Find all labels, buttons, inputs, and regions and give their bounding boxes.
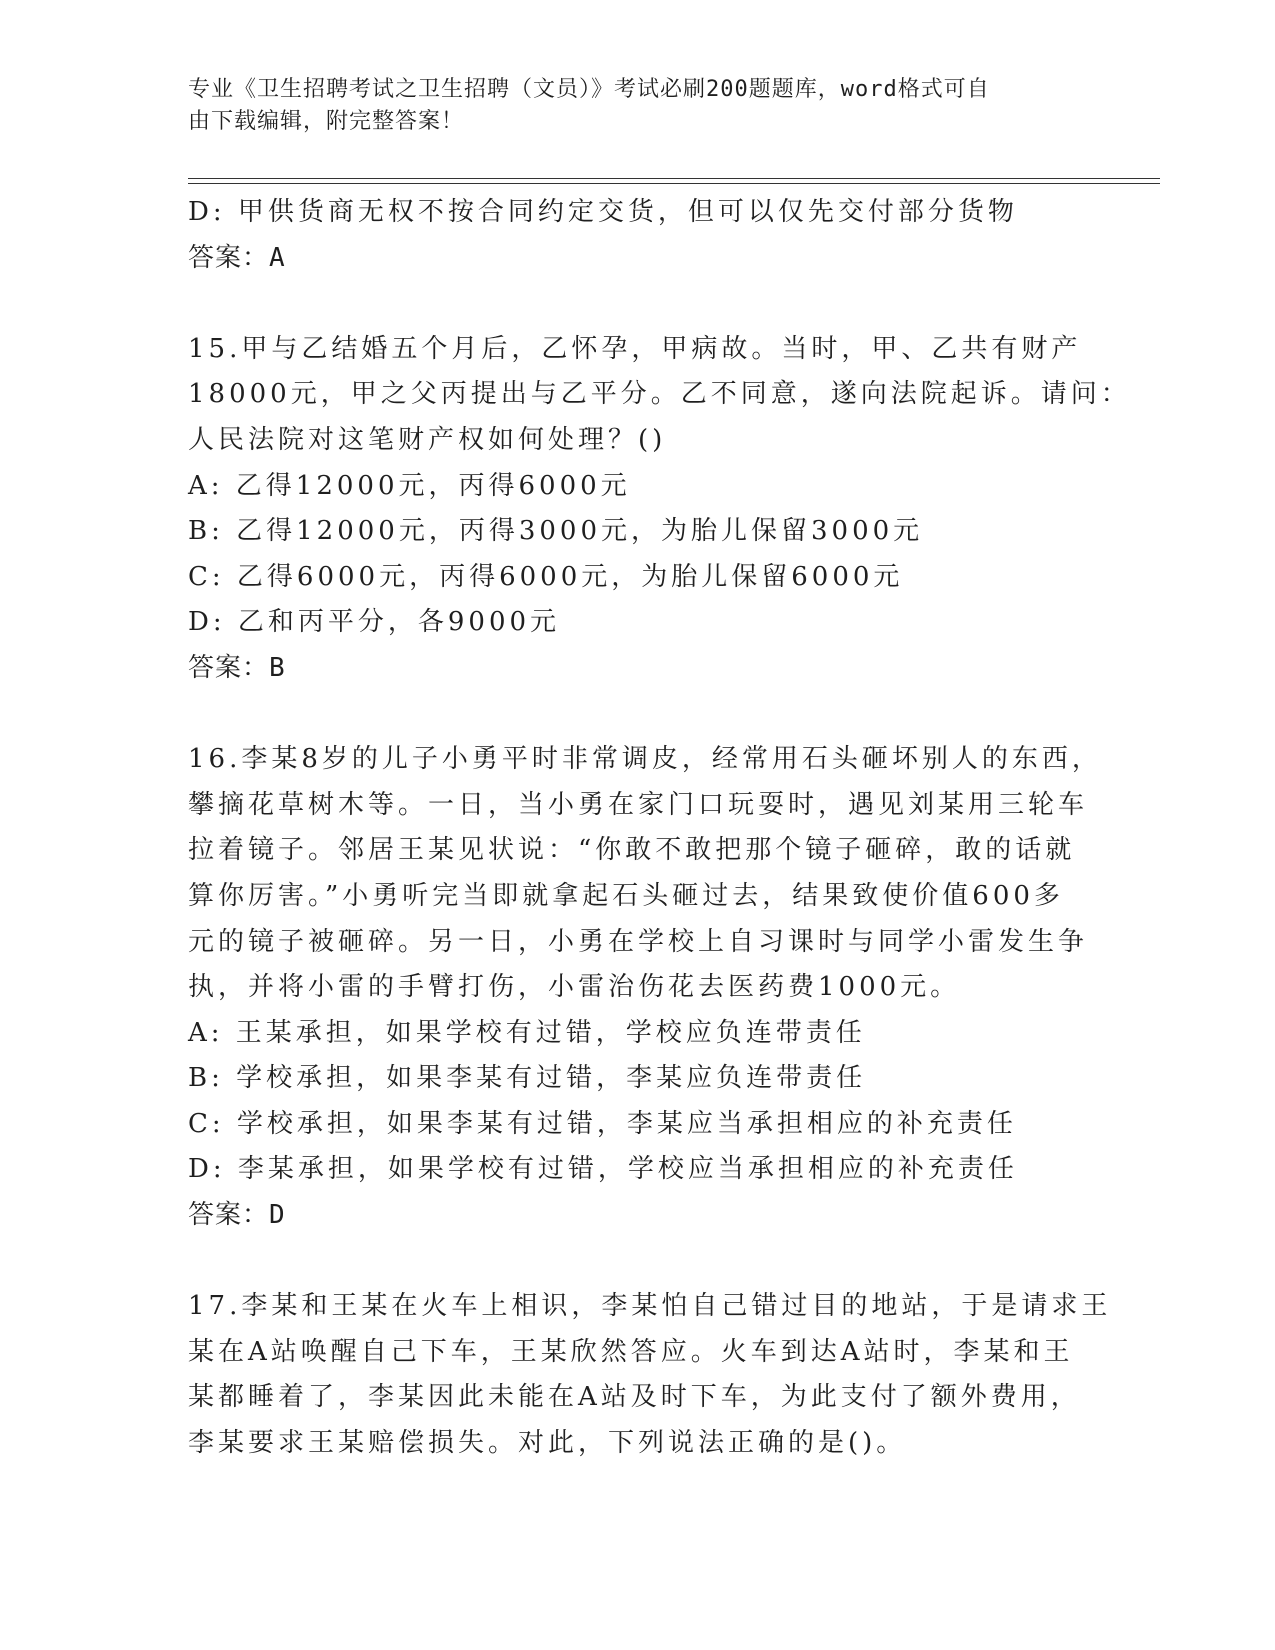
header-rule-bottom xyxy=(188,183,1160,184)
option-d: D: 李某承担，如果学校有过错，学校应当承担相应的补充责任 xyxy=(188,1154,1018,1185)
question-stem-line: 某在A站唤醒自己下车，王某欣然答应。火车到达A站时，李某和王 xyxy=(188,1336,1074,1367)
option-b: B: 学校承担，如果李某有过错，李某应负连带责任 xyxy=(188,1063,867,1094)
previous-question-tail xyxy=(188,190,1088,281)
question-17 xyxy=(188,1284,1112,1466)
question-stem-line: 某都睡着了，李某因此未能在A站及时下车，为此支付了额外费用， xyxy=(188,1382,1081,1413)
option-b: B: 乙得12000元，丙得3000元，为胎儿保留3000元 xyxy=(188,516,924,547)
answer-line: 答案：A xyxy=(188,242,286,273)
question-stem-line: 17.李某和王某在火车上相识，李某怕自己错过目的地站，于是请求王 xyxy=(188,1291,1112,1322)
spacer xyxy=(188,692,1088,738)
question-stem-line: 15.甲与乙结婚五个月后，乙怀孕，甲病故。当时，甲、乙共有财产 xyxy=(188,333,1082,364)
spacer xyxy=(188,1239,1088,1285)
question-stem-line: 李某要求王某赔偿损失。对此，下列说法正确的是()。 xyxy=(188,1428,907,1459)
option-c: C: 乙得6000元，丙得6000元，为胎儿保留6000元 xyxy=(188,561,904,592)
question-15 xyxy=(188,327,1131,692)
spacer xyxy=(188,281,1088,327)
question-stem-line: 拉着镜子。邻居王某见状说：“你敢不敢把那个镜子砸碎，敢的话就 xyxy=(188,835,1076,866)
question-stem-line: 人民法院对这笔财产权如何处理？() xyxy=(188,424,667,455)
option-d: D: 甲供货商无权不按合同约定交货，但可以仅先交付部分货物 xyxy=(188,197,1018,227)
header-line-1: 专业《卫生招聘考试之卫生招聘（文员）》考试必刷200题题库，word格式可自 xyxy=(188,77,990,102)
option-c: C: 学校承担，如果李某有过错，李某应当承担相应的补充责任 xyxy=(188,1108,1017,1139)
header-line-2: 由下载编辑，附完整答案！ xyxy=(188,109,465,134)
question-16 xyxy=(188,737,1102,1239)
question-stem-line: 18000元，甲之父丙提出与乙平分。乙不同意，遂向法院起诉。请问： xyxy=(188,379,1131,410)
header-rule-top xyxy=(188,178,1160,179)
answer-line: 答案：B xyxy=(188,652,286,683)
option-d: D: 乙和丙平分，各9000元 xyxy=(188,607,561,638)
question-stem-line: 元的镜子被砸碎。另一日，小勇在学校上自习课时与同学小雷发生争 xyxy=(188,926,1089,957)
option-a: A: 王某承担，如果学校有过错，学校应负连带责任 xyxy=(188,1017,866,1048)
answer-line: 答案：D xyxy=(188,1200,286,1231)
question-stem-line: 攀摘花草树木等。一日，当小勇在家门口玩耍时，遇见刘某用三轮车 xyxy=(188,789,1089,820)
option-a: A: 乙得12000元，丙得6000元 xyxy=(188,470,631,501)
question-stem-line: 16.李某8岁的儿子小勇平时非常调皮，经常用石头砸坏别人的东西， xyxy=(188,744,1102,775)
question-stem-line: 算你厉害。”小勇听完当即就拿起石头砸过去，结果致使价值600多 xyxy=(188,880,1064,911)
document-header xyxy=(188,74,1088,138)
document-body xyxy=(188,190,1131,1467)
question-stem-line: 执，并将小雷的手臂打伤，小雷治伤花去医药费1000元。 xyxy=(188,972,961,1003)
